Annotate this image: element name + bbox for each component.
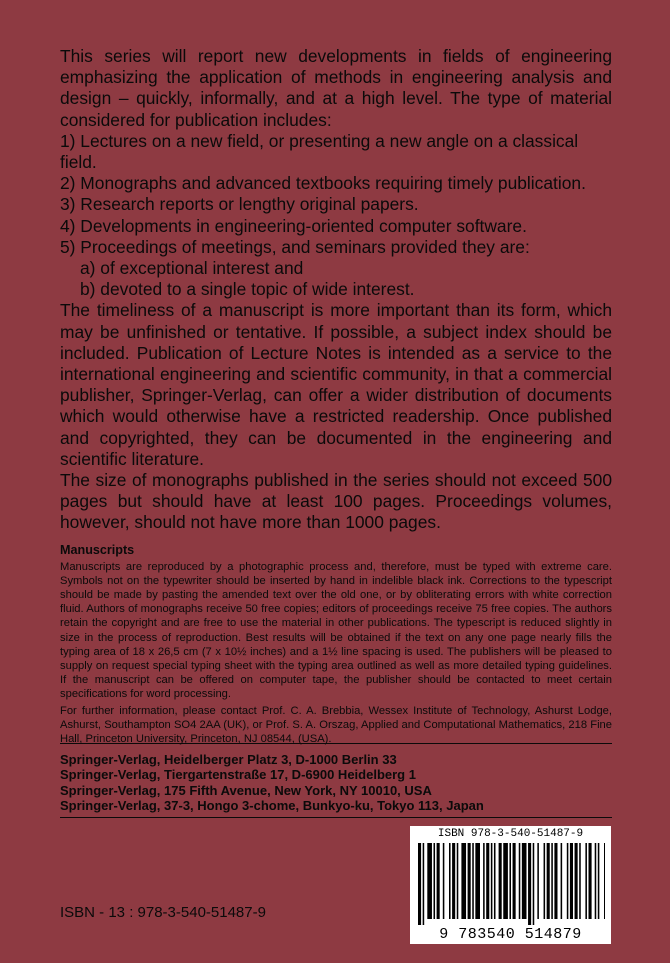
proceedings-conditions [60, 258, 612, 300]
barcode-bar [452, 843, 455, 919]
barcode-bar [567, 843, 569, 919]
size-paragraph: The size of monographs published in the series should not exceed 500 pages but should have at least 100 pages. Proceedings volumes, however, should not have more than 1000 pages. [60, 470, 612, 533]
list-item: 5) Proceedings of meetings, and seminars provided they are: [60, 236, 530, 257]
address-line: Springer-Verlag, 175 Fifth Avenue, New York, NY 10010, USA [60, 782, 432, 798]
list-item: a) of exceptional interest and [80, 258, 304, 279]
barcode-bar [519, 843, 521, 919]
manuscripts-body: Manuscripts are reproduced by a photographic process and, therefore, must be typed with extreme care. Symbols not on the typewriter should be inserted by hand in indelible black ink. Corrections to the typescript should be made by pasting the amended text over the old one, or by obliterating errors with white correction fluid. Authors of monographs receive 50 free copies; editors of proceedings receive 75 free copies. The authors retain the copyright and are free to use the material in other publications. The typescript is reduced slightly in size in the process of reproduction. Best results will be obtained if the text on any one page nearly fills the typing area of 18 x 26,5 cm (7 x 10½ inches) and a 1½ line spacing is used. The publishers will be pleased to supply on request special typing sheet with the typing area outlined as well as more detailed typing guidelines. If the manuscript can be offered on computer tape, the publisher should be contacted to meet certain specifications for word processing. [60, 561, 612, 700]
address-line: Springer-Verlag, 37-3, Hongo 3-chome, Bunkyo-ku, Tokyo 113, Japan [60, 797, 484, 813]
list-item: 4) Developments in engineering-oriented computer software. [60, 215, 527, 236]
barcode-bar [537, 843, 539, 919]
divider [60, 743, 612, 744]
barcode-bar [551, 843, 553, 919]
barcode-bar [547, 843, 550, 919]
barcode-bar [513, 843, 516, 919]
barcode-bar [533, 843, 535, 925]
barcode-bar [468, 843, 471, 919]
barcode-bar [561, 843, 563, 919]
barcode-bar [457, 843, 459, 919]
manuscripts-section [60, 543, 612, 746]
publisher-addresses [60, 752, 484, 813]
barcode-bar [499, 843, 502, 919]
barcode-bar [449, 843, 451, 919]
barcode-bar [434, 843, 436, 919]
barcode-bar [418, 843, 421, 925]
isbn-13-label: ISBN - 13 : 978-3-540-51487-9 [60, 904, 266, 921]
barcode-bar [522, 843, 527, 919]
barcode-bar [544, 843, 546, 919]
barcode-bar [575, 843, 578, 919]
barcode-bar [427, 843, 432, 919]
barcode-bars [416, 843, 605, 925]
divider [60, 817, 612, 818]
barcode-bar [604, 843, 605, 919]
barcode-digits: 9 783540 514879 [439, 926, 582, 943]
barcode-bar [595, 843, 597, 919]
barcode-bar [472, 843, 474, 919]
barcode-bar [423, 843, 425, 925]
material-list [60, 131, 612, 258]
barcode-bar [486, 843, 489, 919]
barcode-bar [554, 843, 557, 919]
barcode-bar [443, 843, 445, 919]
series-description [60, 46, 612, 534]
barcode-bar [579, 843, 581, 919]
address-line: Springer-Verlag, Tiergartenstraße 17, D-6900 Heidelberg 1 [60, 767, 416, 783]
barcode-bar [509, 843, 511, 919]
manuscripts-heading: Manuscripts [60, 543, 135, 557]
barcode-bar [475, 843, 480, 919]
list-item: 1) Lectures on a new field, or presenting a new angle on a classical field. [60, 130, 579, 173]
barcode-bar [528, 843, 531, 925]
barcode-bar [461, 843, 466, 919]
barcode-bar [589, 843, 592, 919]
barcode-bar [494, 843, 496, 919]
timeliness-paragraph: The timeliness of a manuscript is more important than its form, which may be unfinished or tentative. If possible, a subject index should be included. Publication of Lecture Notes is intended as a service to the international engineering and scientific community, in that a commercial publisher, Springer-Verlag, can offer a wider distribution of documents which would otherwise have a restricted readership. Once published and copyrighted, they can be documented in the engineering and scientific literature. [60, 300, 612, 469]
barcode-bar [585, 843, 587, 919]
list-item: 2) Monographs and advanced textbooks requiring timely publication. [60, 173, 586, 194]
barcode-isbn-text: ISBN 978-3-540-51487-9 [437, 828, 584, 840]
list-item: 3) Research reports or lengthy original papers. [60, 194, 419, 215]
barcode-bar [503, 843, 508, 919]
barcode-bar [437, 843, 440, 919]
list-item: b) devoted to a single topic of wide interest. [80, 279, 415, 300]
barcode-bar [598, 843, 600, 919]
contact-paragraph: For further information, please contact Prof. C. A. Brebbia, Wessex Institute of Technology, Ashurst Lodge, Ashurst, Southampton SO4 2AA (UK), or Prof. S. A. Orszag, Applied and Computational Mathematics, 218 Fine Hall, Princeton University, Princeton, NJ 08544, (USA). [60, 705, 612, 746]
barcode-bar [570, 843, 573, 919]
address-line: Springer-Verlag, Heidelberger Platz 3, D-1000 Berlin 33 [60, 752, 397, 767]
intro-paragraph: This series will report new developments in fields of engineering emphasizing the application of methods in engineering analysis and design – quickly, informally, and at a high level. The type of material considered for publication includes: [60, 46, 612, 130]
barcode [410, 826, 611, 944]
barcode-bar [483, 843, 485, 919]
barcode-bar [491, 843, 493, 919]
